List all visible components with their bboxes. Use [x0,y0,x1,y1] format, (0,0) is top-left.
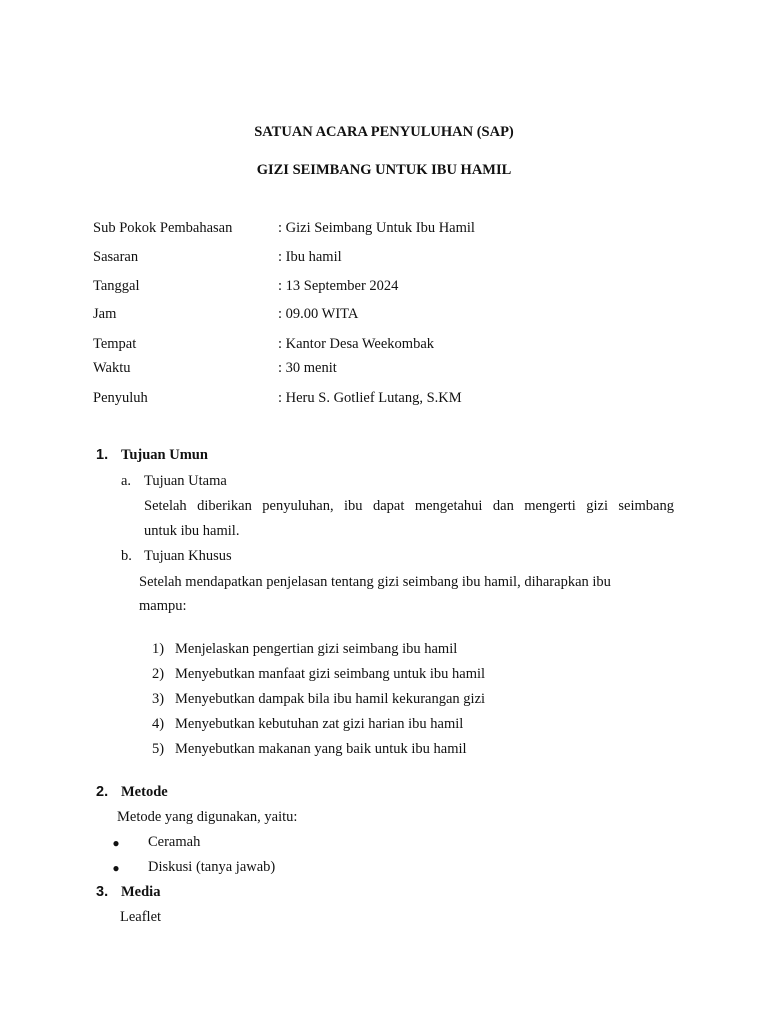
info-label-jam: Jam [93,306,117,322]
paragraph-line: Setelah diberikan penyuluhan, ibu dapat mengetahui dan mengerti gizi seimbang [144,498,674,514]
list-item: Menjelaskan pengertian gizi seimbang ibu hamil [175,641,458,657]
bullet-item: Ceramah [148,834,201,850]
info-value-waktu: : 30 menit [278,360,337,376]
bullet-item: Diskusi (tanya jawab) [148,859,276,875]
list-item: Menyebutkan dampak bila ibu hamil kekurangan gizi [175,691,486,707]
paragraph-line: mampu: [139,598,187,614]
section-title-media: Media [121,884,161,900]
info-value-sasaran: : Ibu hamil [278,249,342,265]
subsection-letter: b. [121,548,132,564]
info-label-tanggal: Tanggal [93,278,140,294]
bullet-icon: ● [112,861,120,875]
paragraph-line: Metode yang digunakan, yaitu: [117,809,298,825]
document-subtitle: GIZI SEIMBANG UNTUK IBU HAMIL [256,162,512,178]
list-item-number: 3) [152,691,165,707]
list-item-number: 5) [152,741,165,757]
list-item-number: 4) [152,716,165,732]
section-title-tujuan-umun: Tujuan Umun [121,447,208,463]
paragraph-line: untuk ibu hamil. [144,523,240,539]
info-label-tempat: Tempat [93,336,137,352]
subsection-letter: a. [121,473,132,489]
info-value-sub-pokok: : Gizi Seimbang Untuk Ibu Hamil [278,220,475,236]
info-value-jam: : 09.00 WITA [278,306,359,322]
section-number: 2. [96,784,109,800]
section-number: 1. [96,447,109,463]
paragraph-line: Setelah mendapatkan penjelasan tentang gizi seimbang ibu hamil, diharapkan ibu [139,574,611,590]
subsection-title-tujuan-utama: Tujuan Utama [144,473,227,489]
list-item: Menyebutkan kebutuhan zat gizi harian ibu hamil [175,716,464,732]
section-number: 3. [96,884,109,900]
list-item: Menyebutkan manfaat gizi seimbang untuk ibu hamil [175,666,486,682]
info-label-penyuluh: Penyuluh [93,390,148,406]
paragraph-line: Leaflet [120,909,162,925]
section-title-metode: Metode [121,784,168,800]
info-label-sasaran: Sasaran [93,249,139,265]
subsection-title-tujuan-khusus: Tujuan Khusus [144,548,232,564]
list-item-number: 1) [152,641,165,657]
document-title: SATUAN ACARA PENYULUHAN (SAP) [254,124,514,140]
info-value-tanggal: : 13 September 2024 [278,278,399,294]
info-value-tempat: : Kantor Desa Weekombak [278,336,435,352]
list-item: Menyebutkan makanan yang baik untuk ibu hamil [175,741,467,757]
bullet-icon: ● [112,836,120,850]
info-label-sub-pokok: Sub Pokok Pembahasan [93,220,233,236]
info-value-penyuluh: : Heru S. Gotlief Lutang, S.KM [278,390,462,406]
info-label-waktu: Waktu [93,360,131,376]
list-item-number: 2) [152,666,165,682]
